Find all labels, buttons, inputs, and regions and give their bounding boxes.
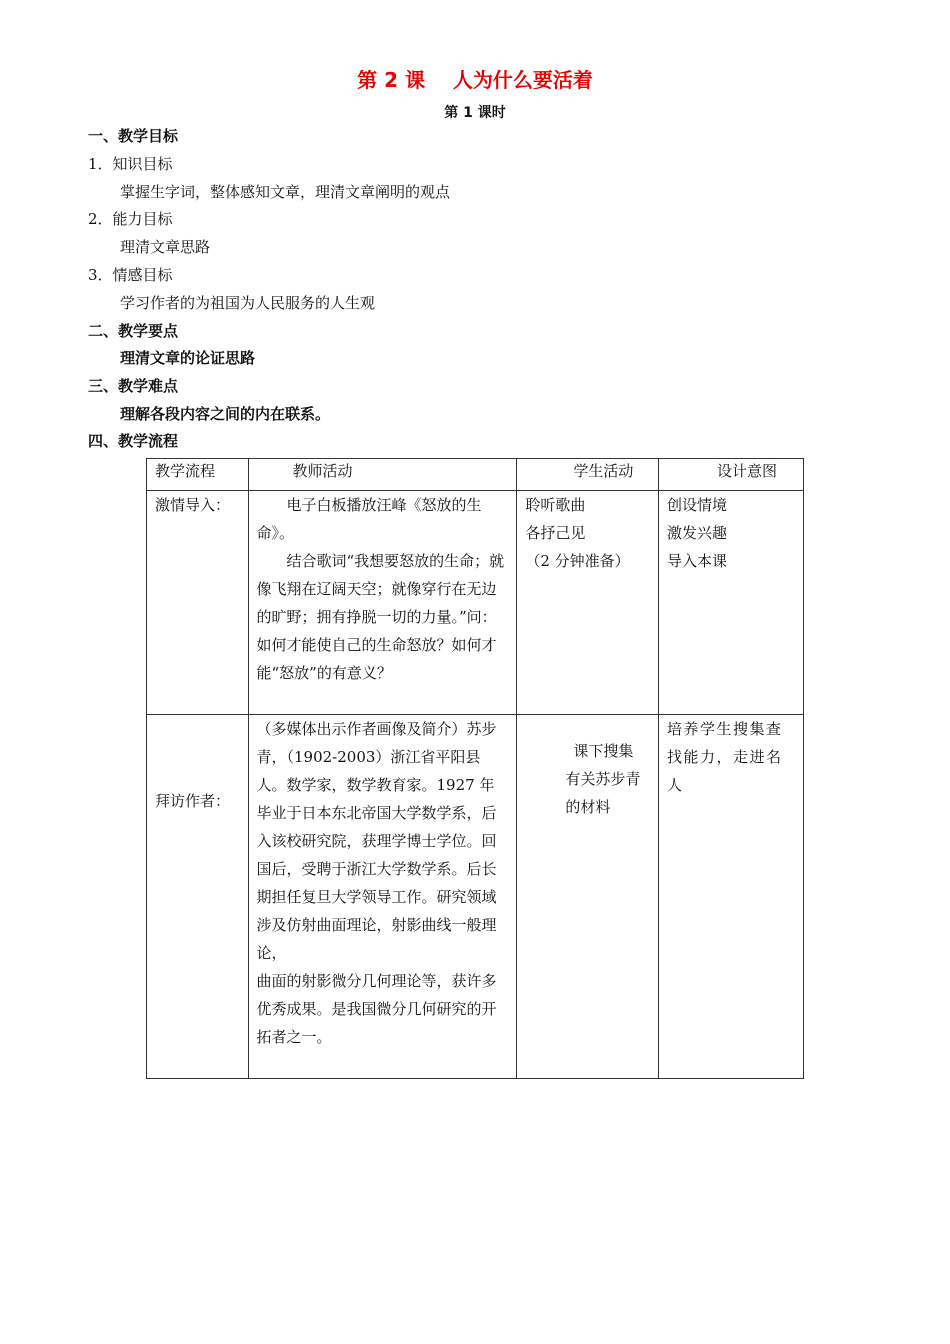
student-activity-line: 的材料 — [565, 798, 611, 816]
stage-cell: 激情导入： — [147, 491, 249, 715]
header-teacher: 教师活动 — [248, 459, 517, 491]
teacher-activity-paragraph: 结合歌词“我想要怒放的生命；就像飞翔在辽阔天空；就像穿行在无边的旷野；拥有挣脱一切的力量。”问：如何才能使自己的生命怒放？如何才能“怒放”的有意义？ — [256, 552, 505, 682]
teacher-activity-cell — [248, 715, 517, 1079]
student-activity-line: 聆听歌曲 — [525, 496, 586, 514]
page-title: 第 2 课 人为什么要活着 — [357, 68, 593, 92]
student-activity-line: 课下搜集 — [573, 742, 634, 760]
teacher-activity-paragraph: （多媒体出示作者画像及简介）苏步青，（1902-2003）浙江省平阳县人。数学家，数学教育家。1927 年毕业于日本东北帝国大学数学系，后入该校研究院，获理学博士学位。回国后，受聘于浙江大学数学系。后长期担任复旦大学领导工作。研究领域涉及仿射曲面理论，射影曲线一般理论， — [256, 720, 497, 962]
student-activity-cell — [517, 491, 659, 715]
stage-cell: 拜访作者： — [147, 715, 249, 1079]
difficulty-text: 理解各段内容之间的内在联系。 — [120, 405, 331, 423]
goal-emotion-label: 3．情感目标 — [88, 266, 173, 284]
goal-knowledge-label: 1．知识目标 — [88, 155, 173, 173]
table-header-row — [147, 459, 804, 491]
header-student: 学生活动 — [517, 459, 659, 491]
table-row — [147, 491, 804, 715]
design-intent-line: 激发兴趣 — [666, 524, 727, 542]
flow-heading: 四、教学流程 — [88, 432, 179, 450]
teacher-activity-paragraph: 曲面的射影微分几何理论等，获许多优秀成果。是我国微分几何研究的开拓者之一。 — [256, 972, 497, 1046]
goal-ability-text: 理清文章思路 — [120, 238, 211, 256]
student-activity-line: 有关苏步青 — [565, 770, 641, 788]
goal-knowledge-text: 掌握生字词，整体感知文章，理清文章阐明的观点 — [120, 183, 451, 201]
key-points-text: 理清文章的论证思路 — [120, 349, 256, 367]
table-row — [147, 715, 804, 1079]
page-subtitle: 第 1 课时 — [444, 105, 506, 121]
design-intent-line: 导入本课 — [666, 552, 727, 570]
design-intent-cell: 培养学生搜集查找能力，走进名人 — [658, 715, 803, 1079]
student-activity-line: 各抒己见 — [525, 524, 586, 542]
goal-ability-label: 2．能力目标 — [88, 210, 173, 228]
header-stage: 教学流程 — [147, 459, 249, 491]
key-points-heading: 二、教学要点 — [88, 322, 179, 340]
student-activity-cell — [517, 715, 659, 1079]
difficulty-heading: 三、教学难点 — [88, 377, 179, 395]
teacher-activity-cell — [248, 491, 517, 715]
header-intent: 设计意图 — [658, 459, 803, 491]
design-intent-line: 创设情境 — [666, 496, 727, 514]
teacher-activity-paragraph: 电子白板播放汪峰《怒放的生命》。 — [256, 496, 482, 542]
goal-emotion-text: 学习作者的为祖国为人民服务的人生观 — [120, 294, 376, 312]
design-intent-cell — [658, 491, 803, 715]
student-activity-line: （2 分钟准备） — [525, 552, 630, 570]
teaching-flow-table — [146, 458, 804, 1079]
cell-spacer — [565, 715, 650, 737]
goals-heading: 一、教学目标 — [88, 127, 179, 145]
